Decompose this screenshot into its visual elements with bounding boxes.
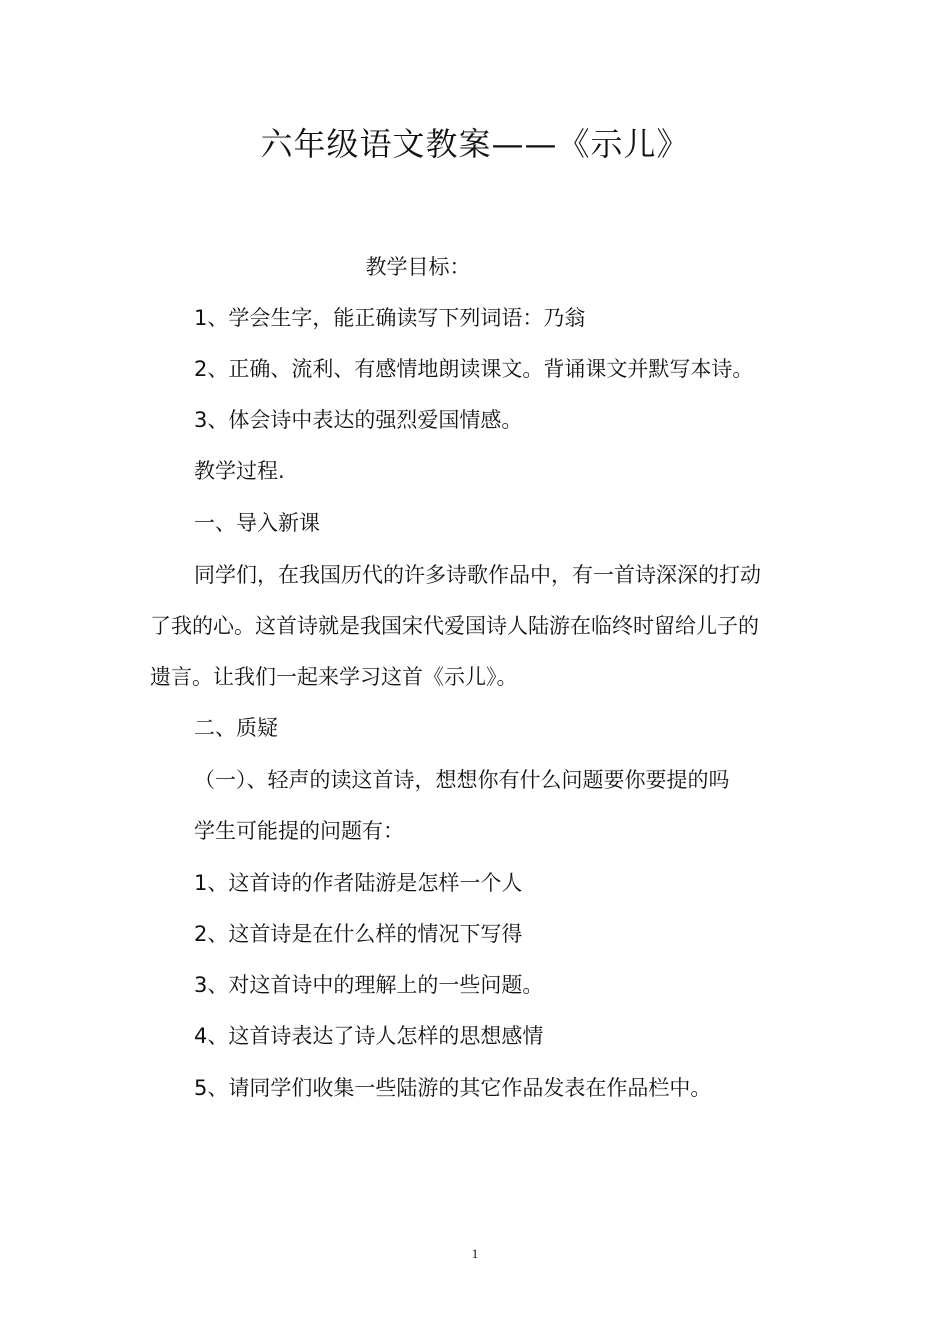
- question-item: 2、这首诗是在什么样的情况下写得: [194, 922, 523, 946]
- question-item: 4、这首诗表达了诗人怎样的思想感情: [194, 1024, 544, 1048]
- paragraph-line: 同学们，在我国历代的许多诗歌作品中，有一首诗深深的打动: [194, 563, 761, 587]
- objective-item: 2、正确、流利、有感情地朗读课文。背诵课文并默写本诗。: [194, 357, 754, 381]
- subsection-heading: （一）、轻声的读这首诗，想想你有什么问题要你要提的吗: [194, 768, 730, 792]
- process-heading: 教学过程.: [194, 459, 285, 483]
- document-title: 六年级语文教案——《示儿》: [260, 125, 690, 163]
- objective-item: 3、体会诗中表达的强烈爱国情感。: [194, 408, 523, 432]
- questions-intro: 学生可能提的问题有：: [194, 819, 404, 843]
- paragraph-line: 遗言。让我们一起来学习这首《示儿》。: [150, 665, 518, 689]
- section-heading-intro: 一、导入新课: [194, 511, 320, 535]
- question-item: 3、对这首诗中的理解上的一些问题。: [194, 973, 544, 997]
- objective-item: 1、学会生字，能正确读写下列词语：乃翁: [194, 306, 586, 330]
- page-number: 1: [471, 1246, 479, 1261]
- section-heading-questions: 二、质疑: [194, 716, 278, 740]
- question-item: 1、这首诗的作者陆游是怎样一个人: [194, 871, 523, 895]
- objectives-heading: 教学目标：: [365, 255, 471, 279]
- question-item: 5、请同学们收集一些陆游的其它作品发表在作品栏中。: [194, 1076, 712, 1100]
- paragraph-line: 了我的心。这首诗就是我国宋代爱国诗人陆游在临终时留给儿子的: [150, 614, 759, 638]
